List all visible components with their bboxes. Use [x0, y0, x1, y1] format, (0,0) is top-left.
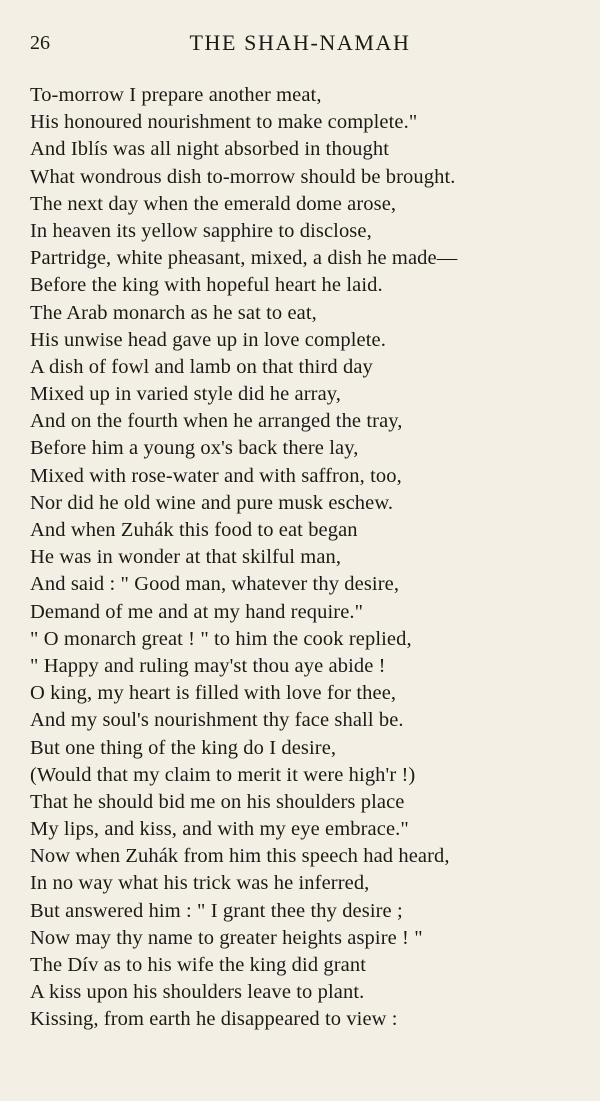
verse-line: But answered him : " I grant thee thy desire ; — [30, 899, 403, 922]
verse-line: The Arab monarch as he sat to eat, — [30, 301, 317, 324]
verse-line: In no way what his trick was he inferred, — [30, 872, 370, 895]
verse-line: Partridge, white pheasant, mixed, a dish he made— — [30, 247, 458, 270]
verse-line: His honoured nourishment to make complete." — [30, 111, 418, 134]
page-header — [30, 30, 570, 60]
verse-line: " Happy and ruling may'st thou aye abide ! — [30, 654, 386, 677]
verse-line: Kissing, from earth he disappeared to view : — [30, 1008, 398, 1031]
verse-line: And said : " Good man, whatever thy desire, — [30, 573, 400, 596]
verse-line: A dish of fowl and lamb on that third day — [30, 355, 373, 378]
verse-line: Mixed with rose-water and with saffron, too, — [30, 464, 402, 487]
verse-line: And my soul's nourishment thy face shall be. — [30, 709, 404, 732]
verse-block — [30, 82, 570, 1034]
verse-line: What wondrous dish to-morrow should be brought. — [30, 165, 456, 188]
verse-line: His unwise head gave up in love complete. — [30, 328, 386, 351]
verse-line: (Would that my claim to merit it were high'r !) — [30, 763, 416, 786]
verse-line: Mixed up in varied style did he array, — [30, 383, 342, 406]
verse-line: He was in wonder at that skilful man, — [30, 546, 342, 569]
verse-line: My lips, and kiss, and with my eye embrace." — [30, 818, 409, 841]
verse-line: Now when Zuhák from him this speech had heard, — [30, 845, 450, 868]
verse-line: In heaven its yellow sapphire to disclose, — [30, 219, 372, 242]
verse-line: The next day when the emerald dome arose, — [30, 192, 397, 215]
running-title: THE SHAH-NAMAH — [189, 30, 411, 55]
verse-line: Demand of me and at my hand require." — [30, 600, 364, 623]
verse-line: To-morrow I prepare another meat, — [30, 84, 322, 106]
verse-line: A kiss upon his shoulders leave to plant. — [30, 981, 365, 1004]
page-number: 26 — [30, 32, 50, 54]
verse-line: And Iblís was all night absorbed in thought — [30, 138, 390, 161]
verse-line: Before him a young ox's back there lay, — [30, 437, 359, 460]
verse-line: But one thing of the king do I desire, — [30, 736, 337, 759]
verse-line: That he should bid me on his shoulders place — [30, 790, 405, 813]
verse-line: O king, my heart is filled with love for thee, — [30, 682, 397, 705]
verse-line: Now may thy name to greater heights aspire ! " — [30, 926, 423, 949]
verse-line: And on the fourth when he arranged the tray, — [30, 410, 403, 433]
verse-line: " O monarch great ! " to him the cook replied, — [30, 627, 412, 650]
verse-line: Before the king with hopeful heart he laid. — [30, 274, 383, 297]
verse-line: The Dív as to his wife the king did grant — [30, 954, 367, 976]
verse-line: And when Zuhák this food to eat began — [30, 519, 358, 541]
verse-line: Nor did he old wine and pure musk eschew. — [30, 491, 394, 514]
